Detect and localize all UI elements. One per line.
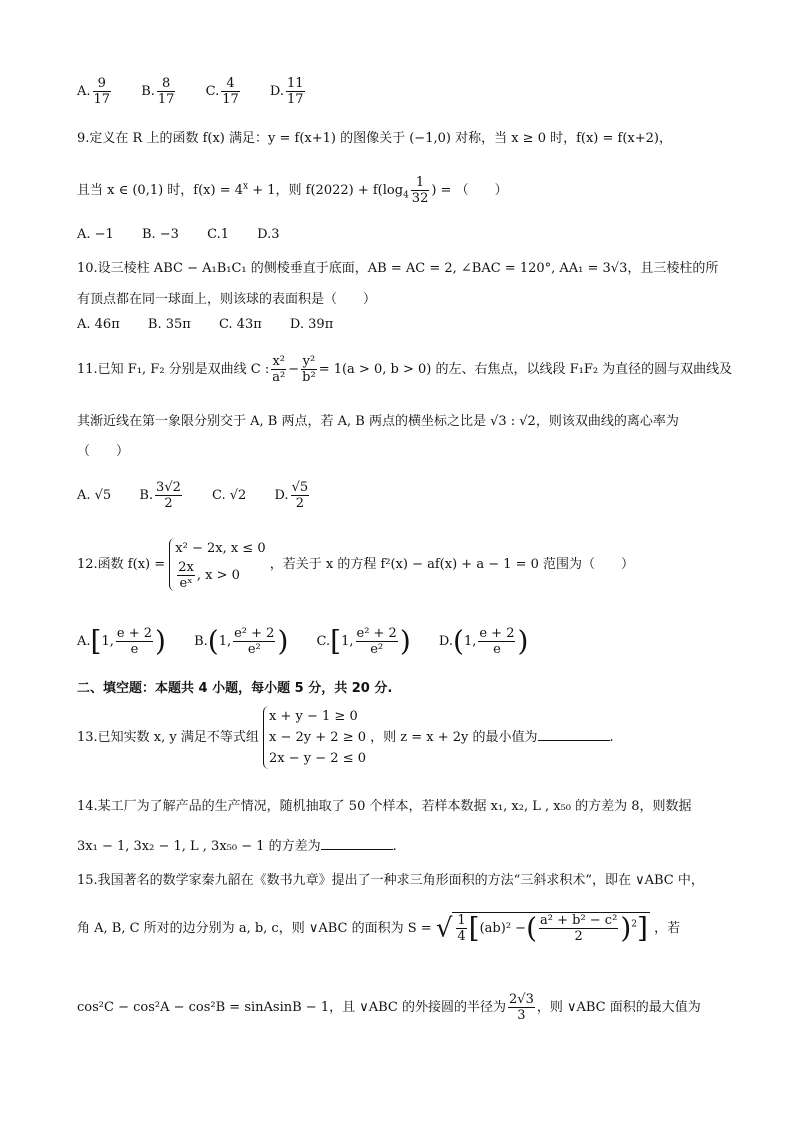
q9-line-1: 9.定义在 R 上的函数 f(x) 满足：y = f(x+1) 的图像关于 (−1,0) 对称，当 x ≥ 0 时，f(x) = f(x+2)，	[77, 131, 672, 146]
q12-piecewise: x² − 2x, x ≤ 0 $\frac{2x}{\text{eˣ}}$ , x > 0	[169, 538, 265, 591]
q12-options	[77, 626, 552, 657]
section-2-heading: 二、填空题：本题共 4 小题，每小题 5 分，共 20 分.	[77, 681, 393, 696]
q9-line-2: 且当 x ∈ (0,1) 时，$f(x) = 4^x + 1$，则 $f(2022) + f(\log_4$ $\frac{1}{32}$ ) = （ ）	[77, 175, 508, 206]
q9-option-c[interactable]: C.1	[207, 227, 229, 242]
q11-line-1: 11.已知 F₁, F₂ 分别是双曲线 C : $\frac{\text{x²}}{\text{a²}}$ − $\frac{\text{y²}}{\text{b²}}$ = 1(a > 0, b > 0) 的左、右焦点，以线段 F₁F₂ 为直径的圆与双曲线及	[77, 354, 733, 385]
q8-option-d[interactable]: D. $\frac{11}{17}$	[269, 76, 304, 107]
q8-option-a[interactable]: A. $\frac{9}{17}$	[77, 76, 111, 107]
q14-line-2: 3x₁ − 1, 3x₂ − 1, L , 3x₅₀ − 1 的方差为 .	[77, 839, 397, 854]
q9-option-a[interactable]: A. −1	[77, 227, 114, 242]
q15-area-formula: $\frac{1}{4}$ [(ab)² −( $\frac{\text{a² + b² − c²}}{2}$ )$^2$]	[452, 912, 650, 944]
q12-line-1: 12.函数 f(x) = x² − 2x, x ≤ 0 $\frac{2x}{\text{eˣ}}$ , x > 0 ，若关于 x 的方程 f²(x) − af(x) + a − 1 = 0 范围为（ ）	[77, 538, 634, 591]
q8-option-b[interactable]: B. $\frac{8}{17}$	[141, 76, 175, 107]
q11-option-d[interactable]: D. $\frac{√5}{2}$	[274, 480, 309, 511]
q8-options	[77, 76, 331, 107]
q10-options	[77, 316, 357, 334]
q8-option-c[interactable]: C. $\frac{4}{17}$	[205, 76, 239, 107]
q13-line: 13.已知实数 x, y 满足不等式组 x + y − 1 ≥ 0 x − 2y + 2 ≥ 0 2x − y − 2 ≤ 0 ，则 z = x + 2y 的最小值为 .	[77, 706, 614, 769]
q13-answer-blank[interactable]	[538, 728, 610, 741]
q11-line-3: （ ）	[77, 444, 130, 459]
q12-option-b[interactable]: B.(1, $\frac{\text{e² + 2}}{\text{e²}}$ )	[194, 624, 289, 658]
q11-option-c[interactable]: C. √2	[212, 488, 247, 503]
q10-line-2: 有顶点都在同一球面上，则该球的表面积是（ ）	[77, 292, 377, 307]
q12-option-a[interactable]: A.[1, $\frac{e + 2}{e}$ )	[77, 624, 166, 658]
q11-options	[77, 480, 335, 511]
q10-option-c[interactable]: C. 43π	[218, 317, 262, 332]
q10-line-1: 10.设三棱柱 ABC − A₁B₁C₁ 的侧棱垂直于底面，AB = AC = 2, ∠BAC = 120°, AA₁ = 3√3，且三棱柱的所	[77, 261, 719, 276]
q15-line-2: 角 A, B, C 所对的边分别为 a, b, c，则 ∨ABC 的面积为 S = √ $\frac{1}{4}$ [(ab)² −( $\frac{\text{a² + b² − c²}}{2}$ )$^2$] ，若	[77, 911, 681, 945]
q10-option-a[interactable]: A. 46π	[77, 317, 120, 332]
q12-option-d[interactable]: D.(1, $\frac{e + 2}{e}$ )	[438, 624, 529, 658]
q10-option-d[interactable]: D. 39π	[289, 317, 334, 332]
q9-option-d[interactable]: D.3	[257, 227, 280, 242]
q11-line-2: 其渐近线在第一象限分别交于 A, B 两点，若 A, B 两点的横坐标之比是 √3 : √2，则该双曲线的离心率为	[77, 414, 679, 429]
q9-options	[77, 226, 304, 244]
q14-answer-blank[interactable]	[321, 837, 393, 850]
q15-line-1: 15.我国著名的数学家秦九韶在《数书九章》提出了一种求三角形面积的方法“三斜求积术”，即在 ∨ABC 中，	[77, 873, 704, 888]
q11-option-a[interactable]: A. √5	[77, 488, 112, 503]
q11-option-b[interactable]: B. $\frac{3√2}{2}$	[139, 480, 181, 511]
q10-option-b[interactable]: B. 35π	[147, 317, 191, 332]
q14-line-1: 14.某工厂为了解产品的生产情况，随机抽取了 50 个样本，若样本数据 x₁, x₂, L , x₅₀ 的方差为 8，则数据	[77, 799, 692, 814]
q9-option-b[interactable]: B. −3	[141, 227, 179, 242]
q15-line-3: cos²C − cos²A − cos²B = sinAsinB − 1，且 ∨ABC 的外接圆的半径为 $\frac{2√3}{3}$ ，则 ∨ABC 面积的最大值为	[77, 992, 701, 1023]
q12-option-c[interactable]: C.[1, $\frac{\text{e² + 2}}{\text{e²}}$ )	[316, 624, 411, 658]
q13-inequality-system: x + y − 1 ≥ 0 x − 2y + 2 ≥ 0 2x − y − 2 ≤ 0	[263, 706, 366, 769]
